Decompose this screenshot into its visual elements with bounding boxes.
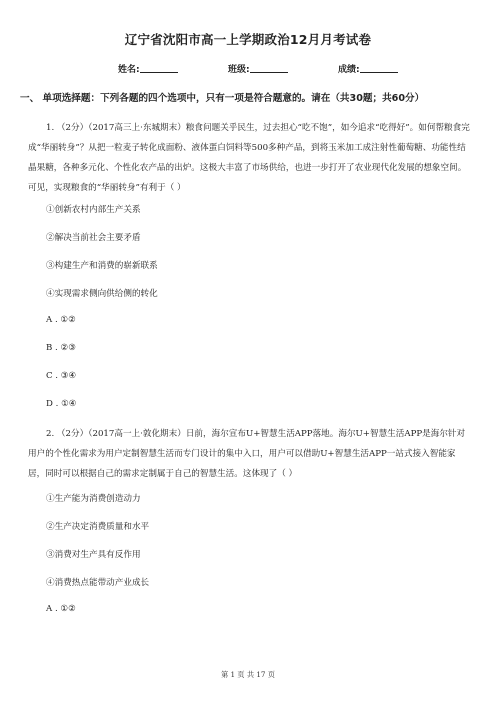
question-1-statement-1: ①创新农村内部生产关系: [46, 205, 141, 215]
score-field: [338, 62, 398, 75]
question-2-choice-a: A . ①②: [46, 604, 76, 614]
question-1-choice-c: C . ③④: [46, 371, 77, 381]
question-1-statement-2: ②解决当前社会主要矛盾: [46, 233, 141, 243]
score-blank: [360, 63, 398, 73]
question-1-text: 1. （2分）（2017高三上·东城期末）粮食问题关乎民生，过去担心“吃不饱”，如今追求“吃得好”。如何帮粮食完成“华丽转身”？从把一粒麦子转化成面粉、液体蛋白饲料等500多种产品，到将玉米加工成注射性葡萄糖、功能性结晶果糖，各种多元化、个性化农产品的出炉。这极大丰富了市场供给，也进一步打开了农业现代化发展的想象空间。可见，实现粮食的“华丽转身”有利于（ ）: [28, 123, 470, 193]
name-label: 姓名:: [118, 65, 140, 75]
question-1-choice-a: A . ①②: [46, 315, 76, 325]
question-1-statement-3: ③构建生产和消费的崭新联系: [46, 261, 158, 271]
question-2-statement-3: ③消费对生产具有反作用: [46, 550, 141, 560]
question-2-statement-2: ②生产决定消费质量和水平: [46, 522, 150, 532]
score-label: 成绩:: [338, 65, 360, 75]
name-blank: [140, 63, 178, 73]
section-heading: 一、 单项选择题：下列各题的四个选项中，只有一项是符合题意的。请在（共30题；共60分）: [20, 93, 425, 104]
page-title: 辽宁省沈阳市高一上学期政治12月月考试卷: [124, 32, 372, 47]
question-1-statement-4: ④实现需求侧向供给侧的转化: [46, 289, 158, 299]
question-2-text: 2. （2分）（2017高一上·敦化期末）日前，海尔宣布U+智慧生活APP落地。海尔U+智慧生活APP是海尔针对用户的个性化需求为用户定制智慧生活而专门设计的集中入口，用户可以借助U+智慧生活APP一站式接入智能家居，同时可以根据自己的需求定制属于自己的智慧生活。这体现了（ ）: [28, 429, 466, 479]
question-1-choice-d: D . ①④: [46, 399, 77, 409]
name-field: [118, 62, 178, 75]
question-2-statement-1: ①生产能为消费创造动力: [46, 494, 141, 504]
class-field: [228, 62, 288, 75]
class-blank: [250, 63, 288, 73]
question-2-statement-4: ④消费热点能带动产业成长: [46, 578, 150, 588]
question-1-choice-b: B . ②③: [46, 343, 76, 353]
class-label: 班级:: [228, 65, 250, 75]
page-footer: 第 1 页 共 17 页: [221, 670, 275, 679]
